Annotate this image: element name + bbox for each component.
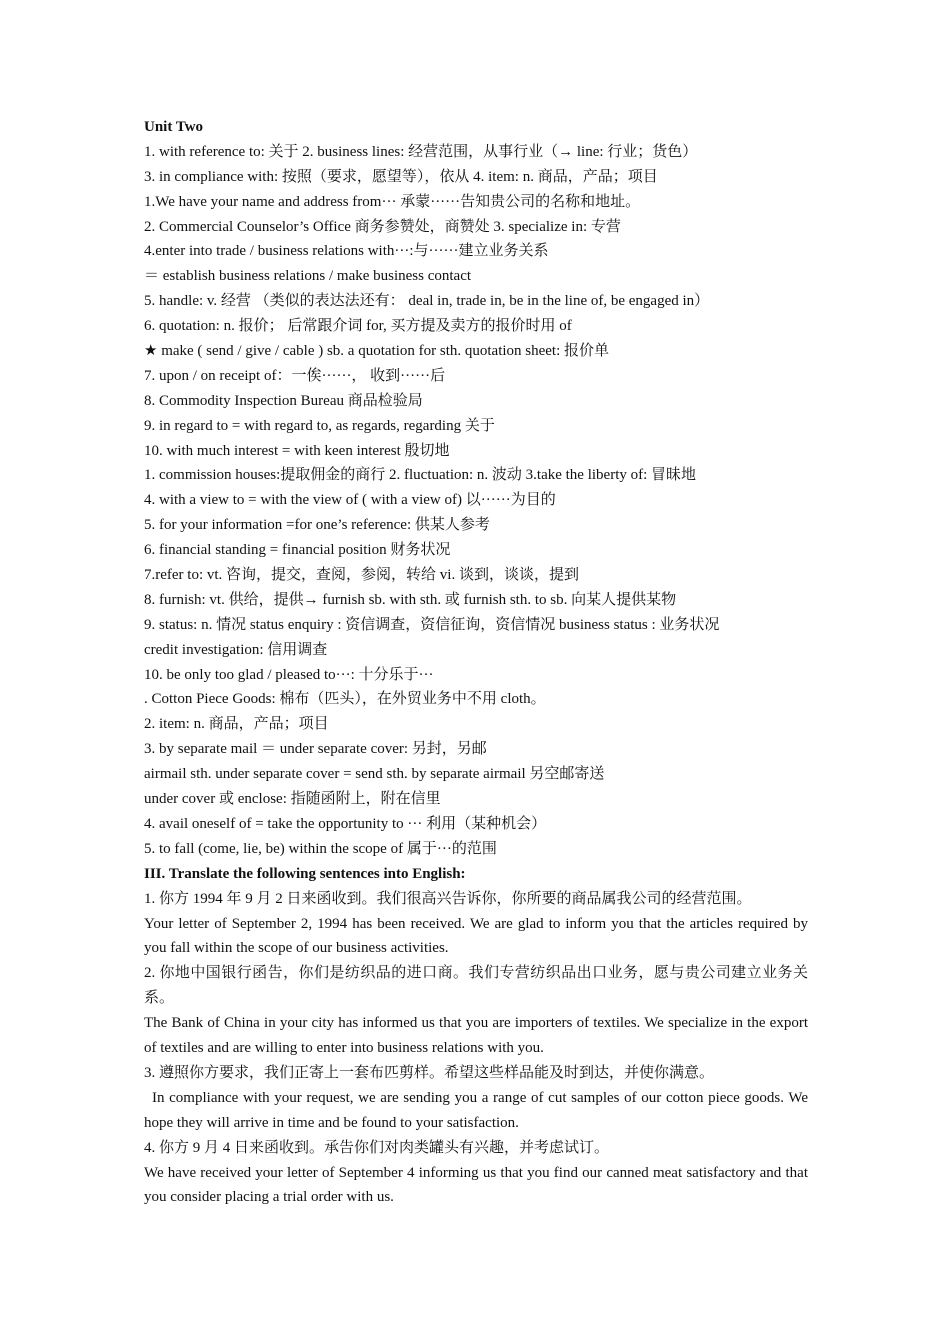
vocab-line: 6. quotation: n. 报价； 后常跟介词 for, 买方提及卖方的报价时用 of xyxy=(144,318,572,335)
vocab-line: 2. Commercial Counselor’s Office 商务参赞处，商赞处 3. specialize in: 专营 xyxy=(144,218,621,235)
translation-cn: 1. 你方 1994 年 9 月 2 日来函收到。我们很高兴告诉你，你所要的商品属我公司的经营范围。 xyxy=(144,890,752,907)
translation-en: We have received your letter of September 4 informing us that you find our canned meat satisfactory and that you consider placing a trial order with us. xyxy=(144,1164,808,1206)
document-body xyxy=(144,115,808,1210)
vocab-line: 3. by separate mail ＝ under separate cover: 另封，另邮 xyxy=(144,741,487,758)
translation-cn: 3. 遵照你方要求，我们正寄上一套布匹剪样。希望这些样品能及时到达，并使你满意。 xyxy=(144,1064,715,1081)
vocab-line: 8. furnish: vt. 供给，提供→ furnish sb. with sth. 或 furnish sth. to sb. 向某人提供某物 xyxy=(144,591,677,608)
vocab-line: 6. financial standing = financial position 财务状况 xyxy=(144,542,451,559)
translation-en: The Bank of China in your city has informed us that you are importers of textiles. We specialize in the export of textiles and are willing to enter into business relations with you. xyxy=(144,1015,808,1057)
vocab-line: airmail sth. under separate cover = send sth. by separate airmail 另空邮寄送 xyxy=(144,766,605,783)
vocab-line: ＝ establish business relations / make business contact xyxy=(144,268,472,285)
vocab-line: under cover 或 enclose: 指随函附上，附在信里 xyxy=(144,791,441,808)
vocab-line: 7.refer to: vt. 咨询，提交，查阅，参阅，转给 vi. 谈到，谈谈，提到 xyxy=(144,567,579,584)
vocab-line: ★ make ( send / give / cable ) sb. a quotation for sth. quotation sheet: 报价单 xyxy=(144,343,610,360)
vocab-line: 7. upon / on receipt of：一俟······， 收到······后 xyxy=(144,367,446,384)
vocab-line: 10. be only too glad / pleased to···: 十分乐于··· xyxy=(144,666,434,683)
vocab-line: 5. handle: v. 经营 （类似的表达法还有： deal in, trade in, be in the line of, be engaged in） xyxy=(144,293,710,310)
vocab-line: credit investigation: 信用调查 xyxy=(144,641,328,658)
vocab-line: 2. item: n. 商品，产品；项目 xyxy=(144,716,329,733)
vocab-line: 3. in compliance with: 按照（要求，愿望等），依从 4. item: n. 商品，产品；项目 xyxy=(144,168,658,185)
translation-cn: 2. 你地中国银行函告，你们是纺织品的进口商。我们专营纺织品出口业务，愿与贵公司建立业务关系。 xyxy=(144,965,808,1007)
unit-title: Unit Two xyxy=(144,119,204,135)
vocab-line: 4. avail oneself of = take the opportunity to ··· 利用（某种机会） xyxy=(144,815,547,832)
vocab-line: 4. with a view to = with the view of ( with a view of) 以······为目的 xyxy=(144,492,556,509)
translation-en: Your letter of September 2, 1994 has been received. We are glad to inform you that the articles required by you fall within the scope of our business activities. xyxy=(144,915,808,957)
translation-en: In compliance with your request, we are sending you a range of cut samples of our cotton piece goods. We hope they will arrive in time and be found to your satisfaction. xyxy=(144,1089,808,1131)
vocab-line: 1. with reference to: 关于 2. business lines: 经营范围，从事行业（→ line: 行业；货色） xyxy=(144,143,698,160)
vocab-line: 5. for your information =for one’s reference: 供某人参考 xyxy=(144,517,490,534)
vocab-line: 9. in regard to = with regard to, as regards, regarding 关于 xyxy=(144,417,495,434)
vocab-line: 10. with much interest = with keen interest 殷切地 xyxy=(144,442,450,459)
vocab-line: 1.We have your name and address from··· 承蒙······告知贵公司的名称和地址。 xyxy=(144,193,641,210)
vocab-line: 1. commission houses:提取佣金的商行 2. fluctuation: n. 波动 3.take the liberty of: 冒昧地 xyxy=(144,467,697,484)
vocab-line: 8. Commodity Inspection Bureau 商品检验局 xyxy=(144,392,423,409)
vocab-line: 5. to fall (come, lie, be) within the scope of 属于···的范围 xyxy=(144,840,497,857)
vocab-line: . Cotton Piece Goods: 棉布（匹头），在外贸业务中不用 cloth。 xyxy=(144,691,546,708)
vocab-line: 4.enter into trade / business relations with···:与······建立业务关系 xyxy=(144,243,549,260)
section-heading: III. Translate the following sentences into English: xyxy=(144,865,466,882)
vocab-line: 9. status: n. 情况 status enquiry : 资信调查，资信征询，资信情况 business status : 业务状况 xyxy=(144,616,720,633)
translation-cn: 4. 你方 9 月 4 日来函收到。承告你们对肉类罐头有兴趣，并考虑试订。 xyxy=(144,1139,610,1156)
